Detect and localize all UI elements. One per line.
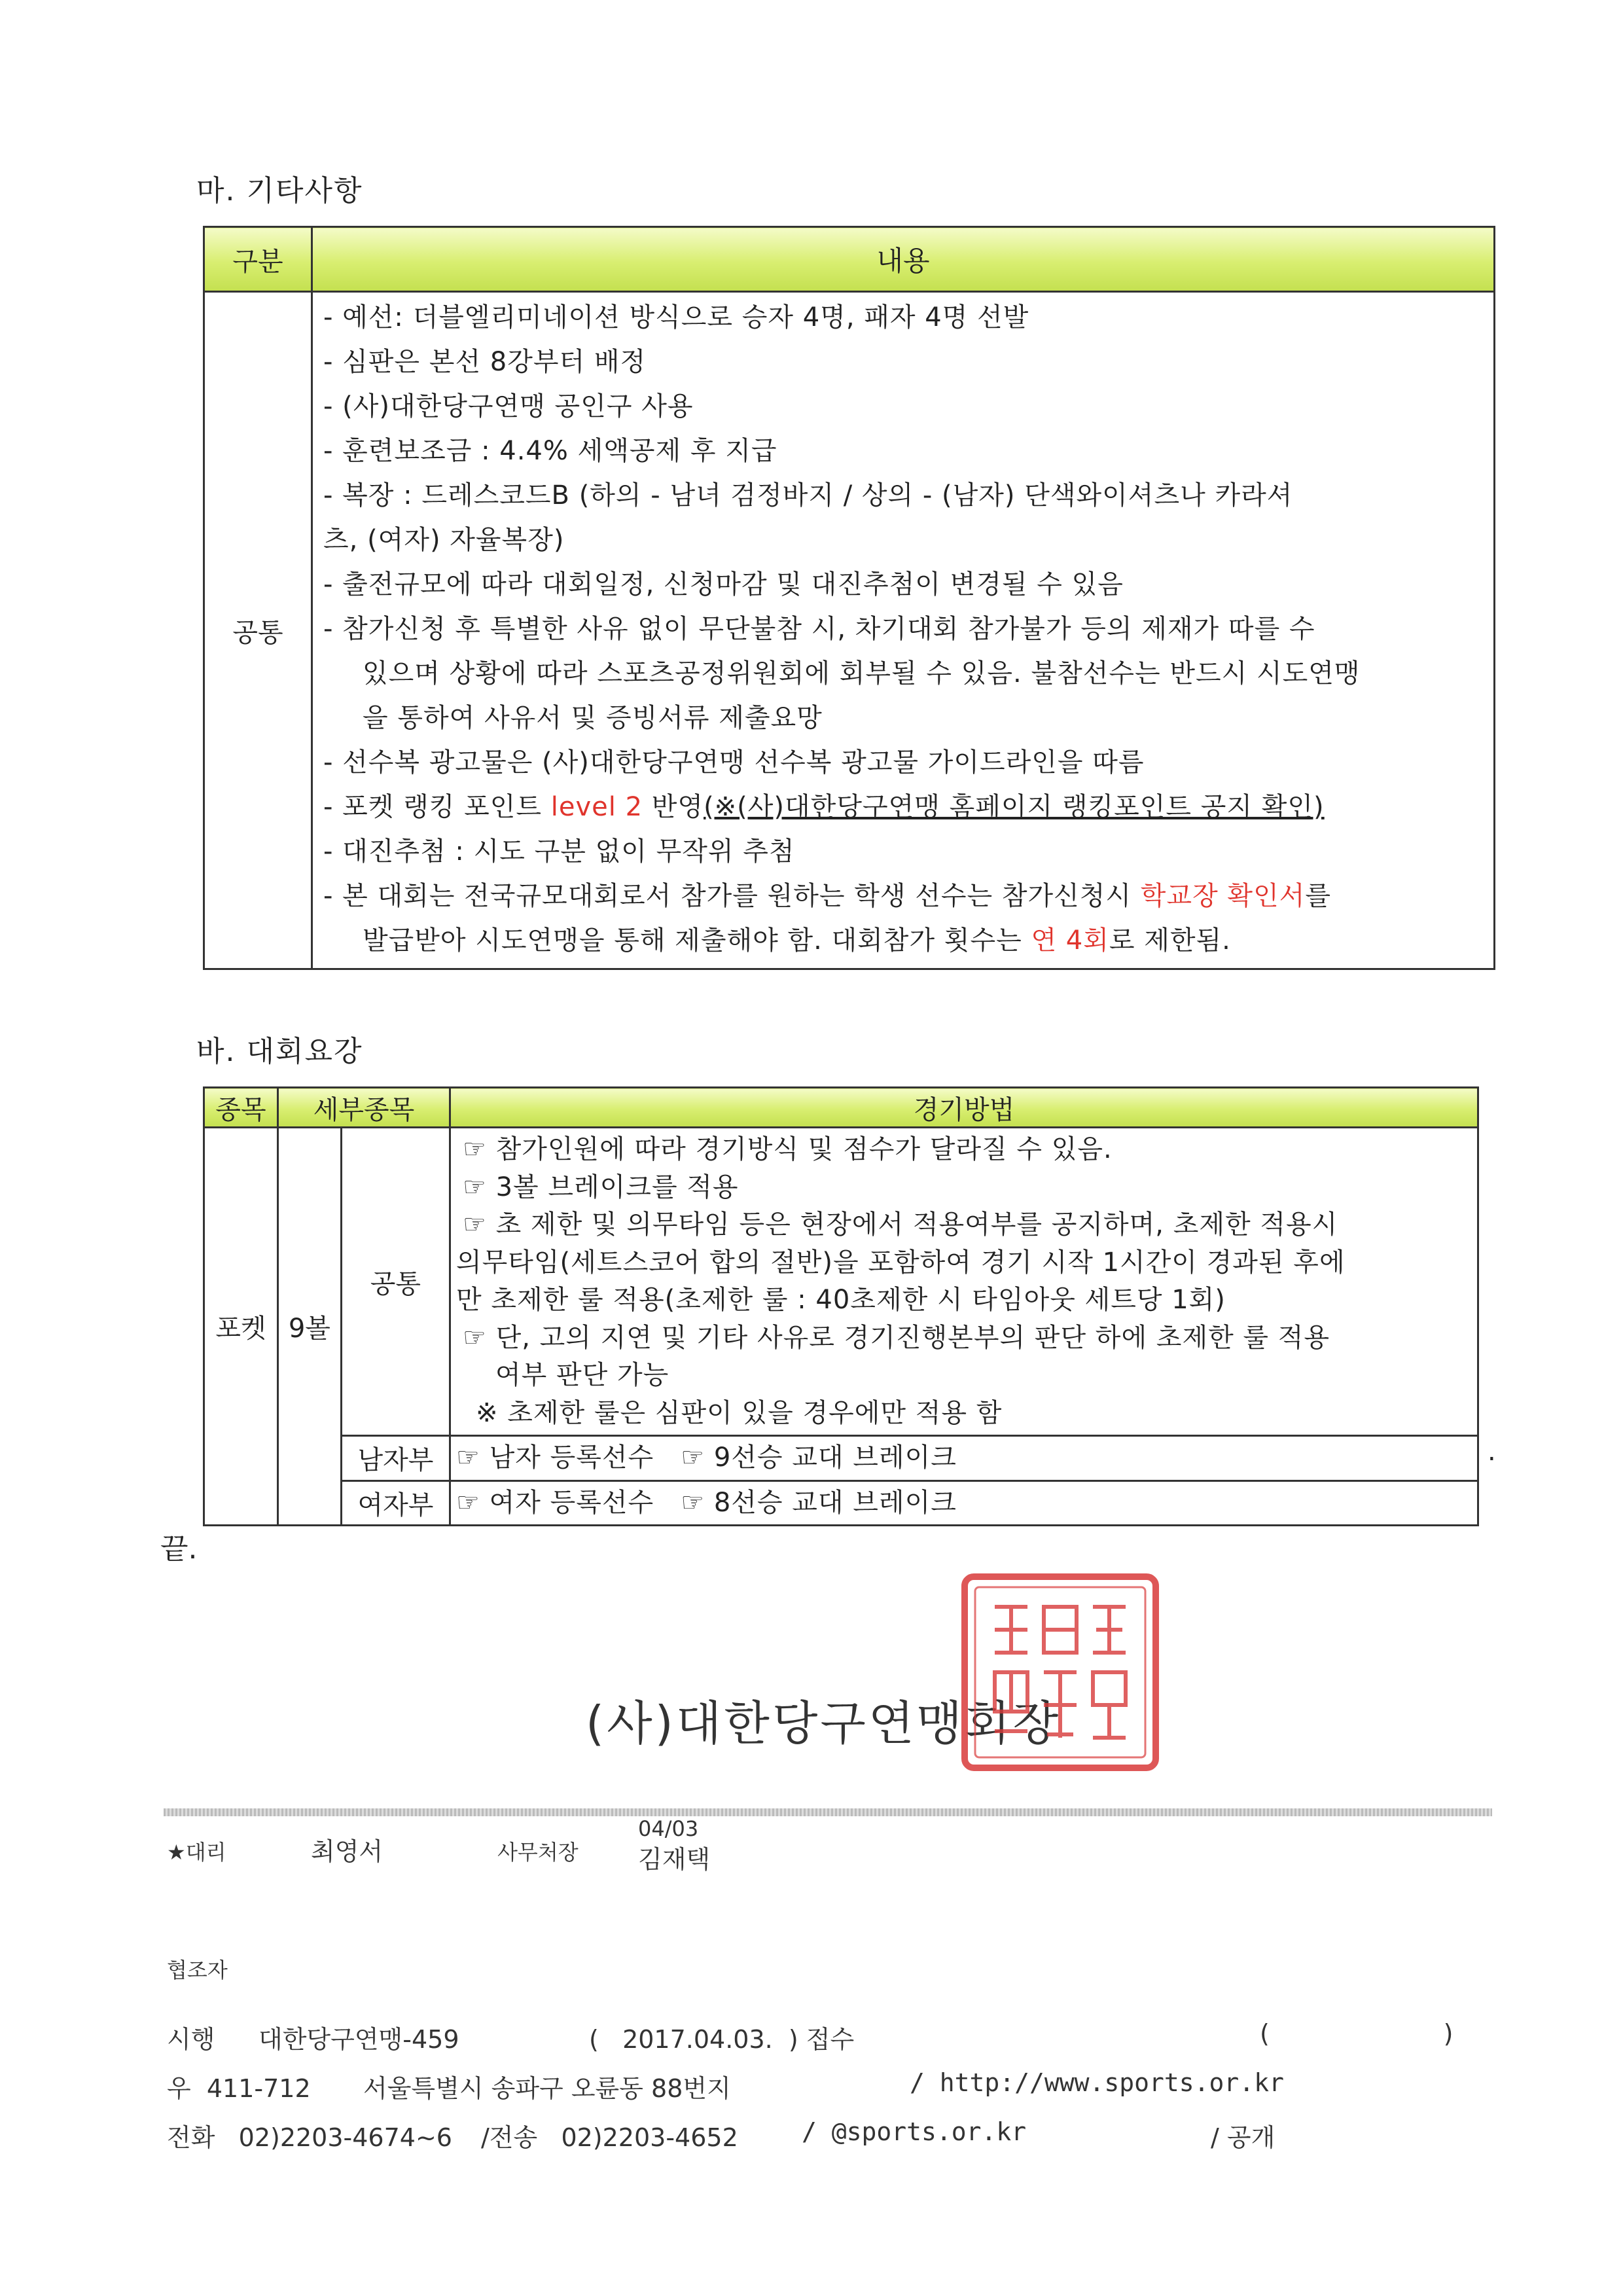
etc-row-label: 공통 xyxy=(204,292,312,969)
organization-name: (사)대한당구연맹회장 xyxy=(586,1696,1061,1751)
email-address[interactable]: / @sports.or.kr xyxy=(802,2117,1027,2146)
ranking-line xyxy=(323,785,1482,829)
proxy-label: ★대리 xyxy=(167,1840,226,1865)
separator-bar xyxy=(164,1808,1492,1816)
etc-line: - 참가신청 후 특별한 사유 없이 무단불참 시, 차기대회 참가불가 등의 제재가 따를 수 xyxy=(323,614,1315,644)
men-method: ☞ 남자 등록선수 ☞ 9선승 교대 브레이크 xyxy=(450,1436,1478,1481)
cooperator-label: 협조자 xyxy=(167,1958,228,1982)
men-label: 남자부 xyxy=(341,1436,450,1481)
etc-line: - (사)대한당구연맹 공인구 사용 xyxy=(323,391,694,422)
rules-header-method: 경기방법 xyxy=(450,1088,1478,1128)
etc-line: - 예선: 더블엘리미네이션 방식으로 승자 4명, 패자 4명 선발 xyxy=(323,302,1029,332)
method-line: ☞ 참가인원에 따라 경기방식 및 점수가 달라질 수 있음. xyxy=(463,1134,1113,1164)
ranking-level: level 2 xyxy=(550,792,643,822)
issue-date: ( 2017.04.03. ) 접수 xyxy=(589,2025,855,2054)
method-line: 만 초제한 룰 적용(초제한 룰 : 40초제한 시 타임아웃 세트당 1회) xyxy=(456,1285,1226,1315)
etc-header-content: 내용 xyxy=(312,227,1495,292)
common-label: 공통 xyxy=(341,1128,450,1436)
end-mark: 끝. xyxy=(160,1532,198,1566)
approval-date: 04/03 xyxy=(638,1816,699,1841)
receipt-field: ( ) xyxy=(1260,2019,1454,2048)
ranking-notice-link[interactable]: (※(사)대한당구연맹 홈페이지 랭킹포인트 공지 확인) xyxy=(704,792,1325,822)
etc-line: - 출전규모에 따라 대회일정, 신청마감 및 대진추첨이 변경될 수 있음 xyxy=(323,569,1124,600)
phone-number: 전화 02)2203-4674~6 xyxy=(167,2123,452,2152)
etc-line: 있으며 상황에 따라 스포츠공정위원회에 회부될 수 있음. 불참선수는 반드시 시도연맹 xyxy=(363,658,1361,689)
event-cell: 포켓 xyxy=(204,1128,278,1526)
rules-header-subevent: 세부종목 xyxy=(278,1088,450,1128)
etc-content-cell xyxy=(312,292,1495,969)
secretary-name: 김재택 xyxy=(638,1845,711,1874)
stray-dot: . xyxy=(1488,1437,1496,1467)
etc-line: - 대진추첨 : 시도 구분 없이 무작위 추첨 xyxy=(323,836,795,867)
etc-line: - 선수복 광고물은 (사)대한당구연맹 선수복 광고물 가이드라인을 따름 xyxy=(323,747,1145,778)
etc-table xyxy=(203,226,1495,970)
school-line xyxy=(323,874,1482,918)
rules-header-event: 종목 xyxy=(204,1088,278,1128)
etc-line: - 심판은 본선 8강부터 배정 xyxy=(323,347,647,377)
homepage-url[interactable]: / http://www.sports.or.kr xyxy=(910,2068,1284,2097)
women-label: 여자부 xyxy=(341,1480,450,1526)
method-line: ※ 초제한 룰은 심판이 있을 경우에만 적용 함 xyxy=(476,1397,1003,1428)
common-method-cell xyxy=(450,1128,1478,1436)
method-line: 여부 판단 가능 xyxy=(495,1360,669,1390)
issue-label: 시행 xyxy=(167,2025,215,2054)
fax-number: /전송 02)2203-4652 xyxy=(481,2123,738,2152)
section-title-etc: 마. 기타사항 xyxy=(196,174,363,207)
official-seal-icon xyxy=(955,1568,1165,1777)
method-line: 의무타임(세트스코어 합의 절반)을 포함하여 경기 시작 1시간이 경과된 후에 xyxy=(456,1247,1346,1278)
disclosure-status: / 공개 xyxy=(1211,2123,1275,2152)
women-method: ☞ 여자 등록선수 ☞ 8선승 교대 브레이크 xyxy=(450,1480,1478,1526)
count-highlight: 연 4회 xyxy=(1031,925,1109,956)
etc-line: 츠, (여자) 자율복장) xyxy=(323,525,565,555)
school-prefix: - 본 대회는 전국규모대회로서 참가를 원하는 학생 선수는 참가신청시 xyxy=(323,881,1141,911)
ranking-prefix: - 포켓 랭킹 포인트 xyxy=(323,792,551,822)
subevent-cell: 9볼 xyxy=(278,1128,342,1526)
count-prefix: 발급받아 시도연맹을 통해 제출해야 함. 대회참가 횟수는 xyxy=(363,925,1031,956)
proxy-name: 최영서 xyxy=(311,1837,383,1866)
rules-table xyxy=(203,1086,1479,1526)
count-suffix: 로 제한됨. xyxy=(1109,925,1231,956)
section-title-rules: 바. 대회요강 xyxy=(196,1035,363,1068)
method-line: ☞ 초 제한 및 의무타임 등은 현장에서 적용여부를 공지하며, 초제한 적용시 xyxy=(463,1210,1338,1240)
address: 서울특별시 송파구 오륜동 88번지 xyxy=(363,2074,731,2103)
etc-line: - 훈련보조금 : 4.4% 세액공제 후 지급 xyxy=(323,436,777,466)
school-suffix: 를 xyxy=(1305,881,1331,911)
etc-header-category: 구분 xyxy=(204,227,312,292)
method-line: ☞ 3볼 브레이크를 적용 xyxy=(463,1172,739,1202)
etc-line: 을 통하여 사유서 및 증빙서류 제출요망 xyxy=(363,703,823,733)
count-line xyxy=(323,918,1482,963)
postal-code: 우 411-712 xyxy=(167,2074,311,2103)
school-highlight: 학교장 확인서 xyxy=(1140,881,1306,911)
etc-line: - 복장 : 드레스코드B (하의 - 남녀 검정바지 / 상의 - (남자) 단색와이셔츠나 카라셔 xyxy=(323,480,1293,511)
secretary-label: 사무처장 xyxy=(497,1840,579,1865)
method-line: ☞ 단, 고의 지연 및 기타 사유로 경기진행본부의 판단 하에 초제한 룰 적용 xyxy=(463,1322,1330,1353)
issue-number: 대한당구연맹-459 xyxy=(259,2025,459,2054)
ranking-mid: 반영 xyxy=(643,792,704,822)
